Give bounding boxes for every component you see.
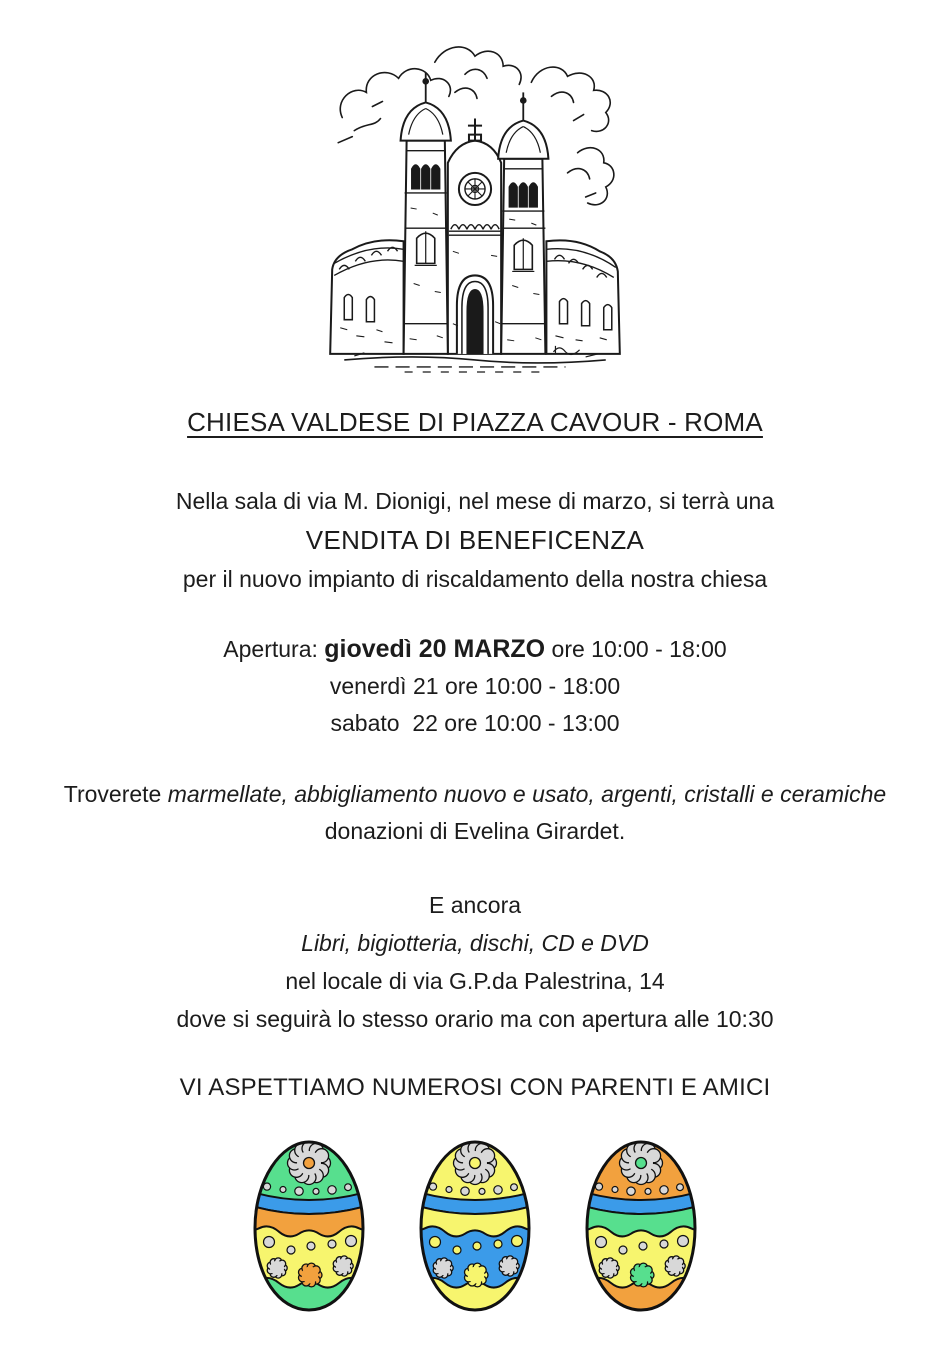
more-address: nel locale di via G.P.da Palestrina, 14 (285, 968, 665, 994)
items-list: marmellate, abbigliamento nuovo e usato, argenti, cristalli e ceramiche (167, 781, 887, 807)
more-section (0, 886, 950, 1038)
intro-line: Nella sala di via M. Dionigi, nel mese di marzo, si terrà una (175, 488, 775, 514)
page-title: CHIESA VALDESE DI PIAZZA CAVOUR - ROMA (187, 407, 763, 437)
church-illustration (0, 22, 950, 379)
items-prefix: Troverete (63, 781, 168, 807)
schedule-section (0, 631, 950, 742)
easter-egg-2 (405, 1136, 545, 1316)
schedule-day-2: venerdì 21 ore 10:00 - 18:00 (329, 673, 621, 699)
items-donor: donazioni di Evelina Girardet. (324, 818, 626, 844)
schedule-day-1-date: giovedì 20 MARZO (324, 635, 546, 663)
more-intro: E ancora (428, 892, 522, 918)
schedule-day-1 (0, 631, 950, 668)
closing-line: VI ASPETTIAMO NUMEROSI CON PARENTI E AMICI (179, 1074, 771, 1101)
easter-egg-1-svg (239, 1136, 379, 1316)
more-items: Libri, bigiotteria, dischi, CD e DVD (301, 930, 649, 956)
schedule-day-3: sabato 22 ore 10:00 - 13:00 (330, 710, 620, 736)
schedule-day-1-hours: ore 10:00 - 18:00 (545, 636, 727, 662)
easter-eggs-row (0, 1136, 950, 1316)
easter-egg-3-svg (571, 1136, 711, 1316)
items-section (0, 776, 950, 850)
intro-purpose: per il nuovo impianto di riscaldamento della nostra chiesa (182, 566, 768, 592)
schedule-day-1-prefix: Apertura: (223, 636, 325, 662)
easter-egg-2-svg (405, 1136, 545, 1316)
easter-egg-1 (239, 1136, 379, 1316)
easter-egg-3 (571, 1136, 711, 1316)
items-line (0, 776, 950, 813)
event-name: VENDITA DI BENEFICENZA (305, 525, 645, 555)
more-hours: dove si seguirà lo stesso orario ma con apertura alle 10:30 (176, 1006, 774, 1032)
church-drawing-svg (310, 22, 640, 374)
intro-section (0, 482, 950, 599)
